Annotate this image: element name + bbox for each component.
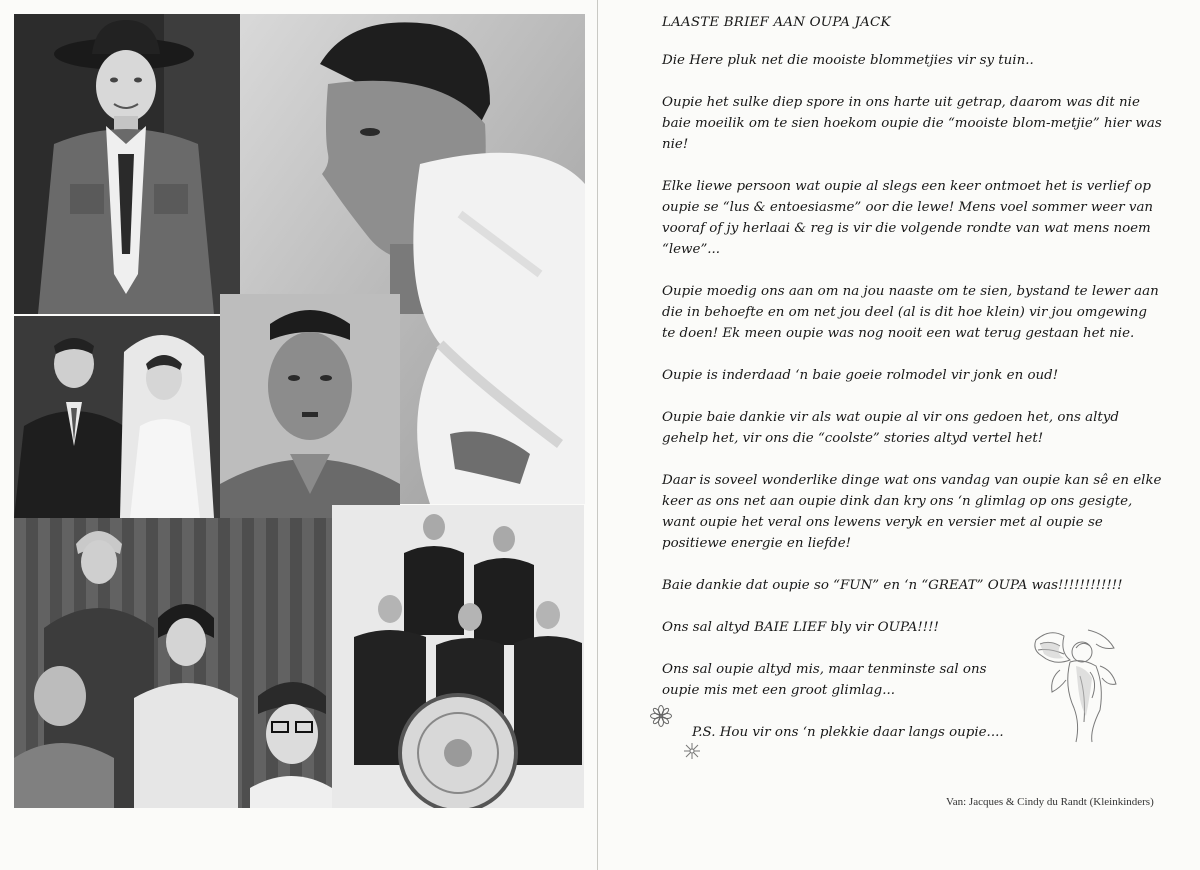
scout-boy-photo <box>14 14 240 314</box>
letter-paragraph: Oupie is inderdaad ‘n baie goeie rolmodel vir jonk en oud! <box>662 368 1059 383</box>
letter-paragraph: Ons sal altyd BAIE LIEF bly vir OUPA!!!! <box>662 620 939 635</box>
page-divider <box>597 0 598 870</box>
letter-title: LAASTE BRIEF AAN OUPA JACK <box>662 15 891 30</box>
family-group-photo <box>14 518 332 808</box>
letter-paragraph: Elke liewe persoon wat oupie al slegs een keer ontmoet het is verlief op oupie se “lus & entoesiasme” oor die lewe! Mens voel sommer weer van vooraf of jy herlaai & reg is vir die volgende rondte van wat mens noem “lewe”... <box>662 179 1154 257</box>
letter-paragraph: Daar is soveel wonderlike dinge wat ons vandag van oupie kan sê en elke keer as ons net aan oupie dink dan kry ons ‘n glimlag op ons gesigte, want oupie het veral ons lewens veryk en versier met al oupie se positiewe energie en liefde! <box>662 473 1162 551</box>
flower-icon <box>650 705 672 727</box>
army-uniform-portrait-photo <box>220 294 400 530</box>
letter-paragraph: Die Here pluk net die mooiste blommetjies vir sy tuin.. <box>662 53 1034 68</box>
wedding-couple-photo <box>14 316 220 518</box>
team-with-shield-photo <box>332 505 584 808</box>
postscript: P.S. Hou vir ons ‘n plekkie daar langs oupie.... <box>692 725 1004 740</box>
letter-paragraph: Oupie moedig ons aan om na jou naaste om te sien, bystand te lewer aan die in behoefte en om net jou deel (al is dit hoe klein) vir jou omgewing te doen! Ek meen oupie was nog nooit een wat terug gestaan het nie. <box>662 284 1159 341</box>
letter-paragraph: Baie dankie dat oupie so “FUN” en ‘n “GREAT” OUPA was!!!!!!!!!!!! <box>662 578 1123 593</box>
letter-paragraph: Oupie het sulke diep spore in ons harte uit getrap, daarom was dit nie baie moeilik om te sien hoekom oupie die “mooiste blom-metjie” hier was nie! <box>662 95 1162 152</box>
signature-line: Van: Jacques & Cindy du Randt (Kleinkinders) <box>946 796 1154 808</box>
small-flower-icon <box>683 742 701 760</box>
angel-illustration <box>1030 626 1120 744</box>
photo-collage <box>0 0 597 870</box>
letter-paragraph: Ons sal oupie altyd mis, maar tenminste sal ons oupie mis met een groot glimlag... <box>662 662 987 698</box>
letter-paragraph: Oupie baie dankie vir als wat oupie al vir ons gedoen het, ons altyd gehelp het, vir ons die “coolste” stories altyd vertel het! <box>662 410 1119 446</box>
